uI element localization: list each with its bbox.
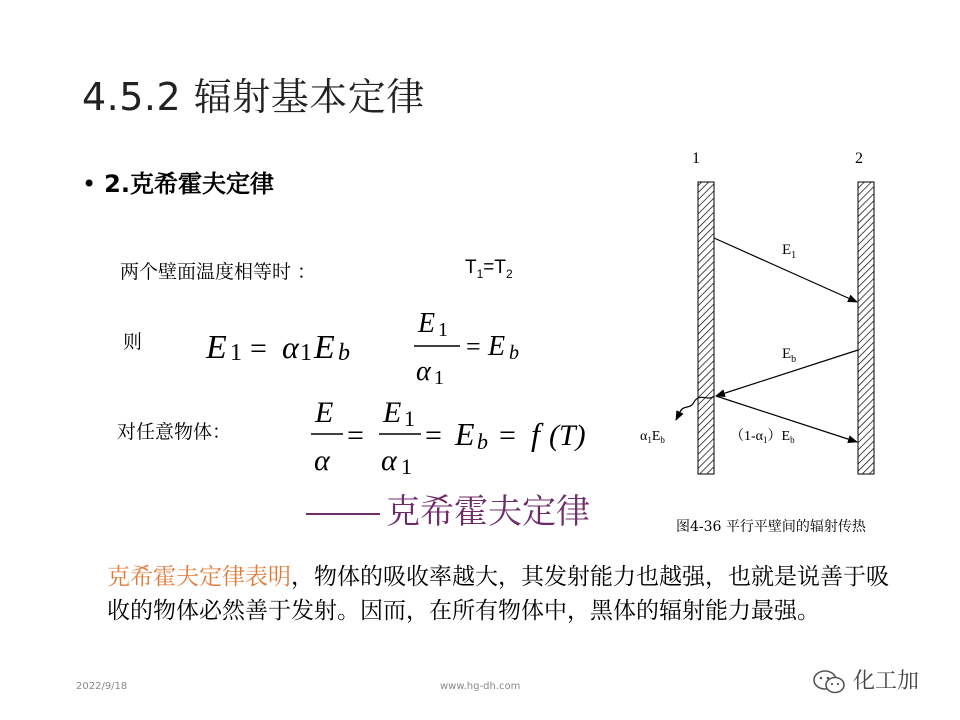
wechat-icon [812,669,846,695]
eq3-equals-2: = [425,419,442,452]
wall-2-label: 2 [855,150,863,167]
then-text: 则 [123,331,143,353]
label-absorbed: $\alpha_1E_b$ [640,429,665,445]
eq3-f2-num-sub: 1 [404,406,415,431]
footer-date: 2022/9/18 [76,681,128,692]
temperature-equation [465,257,513,281]
label-e1: $E_1$ [782,242,797,261]
label-eb: $E_b$ [782,346,797,365]
eq2-equals: = [466,332,481,361]
law-name [306,484,590,533]
eq2-num: E [418,308,436,339]
eq2-rhs-sub: b [509,342,519,364]
eq3-f2-den-sub: 1 [401,454,412,479]
law-dash [306,513,380,515]
eq1-lhs: E [206,329,227,366]
watermark [812,664,919,695]
any-body-text: 对任意物体： [117,421,232,443]
explanation-paragraph [107,560,907,628]
equation-2 [410,300,535,390]
t-equals: = [483,257,495,278]
eq2-rhs: E [488,331,506,362]
eq3-f2-num: E [383,396,402,429]
watermark-text: 化工加 [853,669,920,694]
eq2-den-sub: 1 [434,367,444,389]
law-name-text: 克希霍夫定律 [386,492,590,532]
wall-2 [858,182,874,474]
equation-3 [305,390,615,485]
eq3-eb: E [455,416,475,452]
eq3-equals-1: = [347,419,364,452]
eq1-alpha: α [282,329,299,365]
bullet-heading [82,164,274,199]
bullet-text: 2.克希霍夫定律 [104,170,274,198]
t1-subscript: 1 [476,266,484,281]
footer-url: www.hg-dh.com [440,681,521,692]
eq1-alpha-sub: 1 [300,340,312,366]
explanation-highlight: 克希霍夫定律表明 [107,564,291,590]
eq3-equals-3: = [499,419,516,452]
eq2-den: α [416,356,431,387]
eq1-e-sub: b [338,340,350,366]
t2-symbol: T [494,257,507,278]
equation-1 [200,320,370,370]
parallel-walls-figure [630,140,930,520]
eq1-equals: = [250,332,267,365]
eq3-func: f [531,416,540,452]
t1-symbol: T [465,257,477,278]
eq1-e: E [314,329,335,366]
eq1-lhs-sub: 1 [230,340,242,366]
slide-title: 4.5.2 辐射基本定律 [82,75,425,119]
t2-subscript: 2 [506,266,513,281]
bullet-dot: • [82,170,97,198]
wall-1 [698,182,714,474]
figure-caption: 图4-36 平行平壁间的辐射传热 [676,519,866,535]
eq3-f1-den: α [314,444,330,477]
explanation-rest: ，物体的吸收率越大，其发射能力也越强，也就是说善于吸收的物体必然善于发射。因而，在所有物体中，黑体的辐射能力最强。 [107,564,889,624]
eq3-func-arg: (T) [549,419,586,452]
eq3-eb-sub: b [477,429,488,454]
eq2-num-sub: 1 [438,319,448,341]
wall-1-label: 1 [692,150,700,167]
label-reflected: $(1-\alpha_1)E_b$ [730,429,795,445]
condition-text: 两个壁面温度相等时 ： [120,261,317,283]
eq3-f2-den: α [381,444,397,477]
eq3-f1-num: E [315,396,334,429]
